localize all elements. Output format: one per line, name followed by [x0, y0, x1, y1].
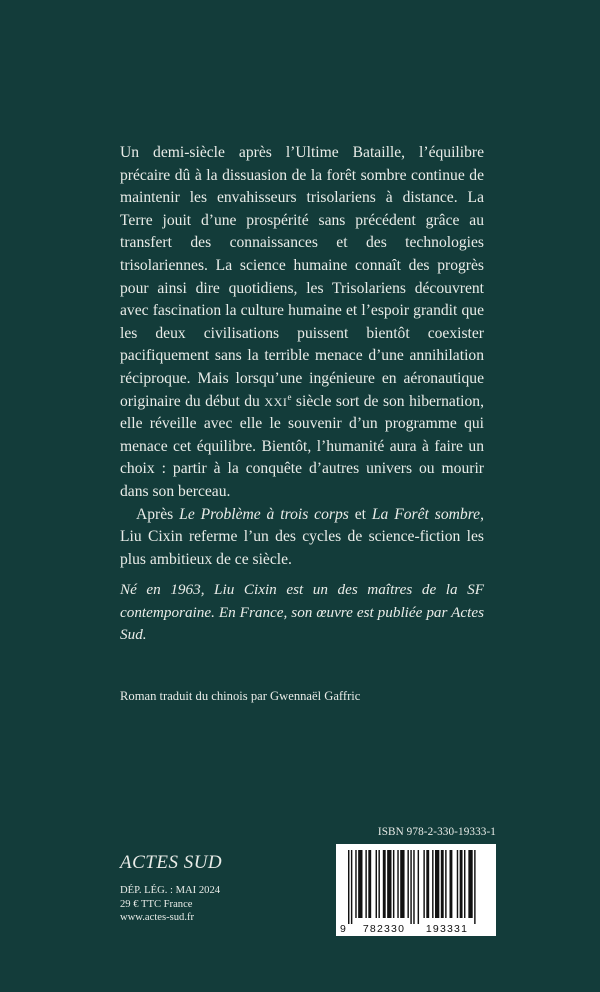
century-numeral: XXI [264, 394, 288, 409]
barcode-bar [407, 850, 408, 918]
barcode-bar [457, 850, 458, 918]
barcode-digits-right: 193331 [425, 923, 469, 935]
century-superscript: e [287, 391, 292, 402]
website: www.actes-sud.fr [120, 912, 195, 924]
legal-info [120, 884, 320, 925]
barcode-bar [410, 850, 411, 924]
book-title-2: La Forêt sombre [371, 505, 481, 523]
barcode-bar [460, 850, 463, 918]
price: 29 € TTC France [120, 898, 193, 910]
blurb-conjunction: et [348, 505, 372, 523]
barcode-bar [365, 850, 366, 918]
barcode-bar [376, 850, 377, 918]
barcode-bar [400, 850, 404, 918]
blurb-text-part-2: siècle sort de son hibernation, elle réveille avec elle le souvenir d’un programme qui menace cet équilibre. Bientôt, l’humanité aura à faire un choix : partir à la conquête d’autres univers ou mourir dans son berceau. [120, 392, 484, 500]
isbn-label: ISBN 978-2-330-19333-1 [377, 826, 496, 838]
barcode-bar [423, 850, 424, 918]
barcode-bar [393, 850, 394, 918]
blurb-text-part-1: Un demi-siècle après l’Ultime Bataille, l’équilibre précaire dû à la dissuasion de la forêt sombre continue de maintenir les envahisseurs trisolariens à distance. La Terre jouit d’une prospérité sans précédent grâce au transfert des connaissances et des technologies trisolariennes. La science humaine connaît des progrès pour ainsi dire quotidiens, les Trisolariens découvrent avec fascination la culture humaine et l’espoir grandit que les deux civilisations puissent bientôt coexister pacifiquement sans la terrible menace d’une annihilation réciproque. Mais lorsqu’une ingénieure en aéronautique originaire du début du [120, 144, 484, 410]
barcode-bar [450, 850, 453, 918]
back-cover-blurb [120, 142, 484, 571]
barcode [336, 844, 496, 936]
barcode-bar [435, 850, 439, 918]
barcode-bar [445, 850, 446, 918]
barcode-bar [468, 850, 472, 918]
barcode-bar [348, 850, 349, 924]
barcode-digits-left: 782330 [362, 923, 406, 935]
barcode-bar [368, 850, 371, 918]
barcode-bar [387, 850, 391, 918]
author-note [120, 579, 484, 647]
barcode-bar [418, 850, 419, 924]
barcode-bar [432, 850, 433, 918]
blurb-paragraph-1 [120, 142, 484, 504]
book-title-1: Le Problème à trois corps [179, 505, 349, 523]
barcode-bar [464, 850, 465, 918]
barcode-graphic [336, 844, 496, 936]
blurb-text-part-4: , Liu Cixin referme l’un des cycles de science-fiction les plus ambitieux de ce siècle. [120, 505, 485, 568]
barcode-bar [426, 850, 429, 918]
author-note-text: Né en 1963, Liu Cixin est un des maîtres de la SF contemporaine. En France, son œuvre est publiée par Actes Sud. [120, 581, 484, 644]
barcode-bar [397, 850, 398, 918]
blurb-text-part-3: Après [136, 505, 180, 523]
barcode-bar [378, 850, 379, 918]
publisher-logo: ACTES SUD [120, 852, 223, 873]
barcode-bar [358, 850, 362, 918]
blurb-paragraph-2 [120, 504, 484, 572]
barcode-bar [441, 850, 444, 918]
barcode-bar [355, 850, 356, 918]
translator-credit: Roman traduit du chinois par Gwennaël Gaffric [120, 689, 361, 703]
barcode-bar [413, 850, 414, 924]
legal-deposit: DÉP. LÉG. : MAI 2024 [120, 885, 221, 896]
barcode-digit-first: 9 [340, 923, 346, 935]
barcode-bar [474, 850, 475, 924]
barcode-bar [351, 850, 352, 924]
barcode-bar [383, 850, 386, 918]
